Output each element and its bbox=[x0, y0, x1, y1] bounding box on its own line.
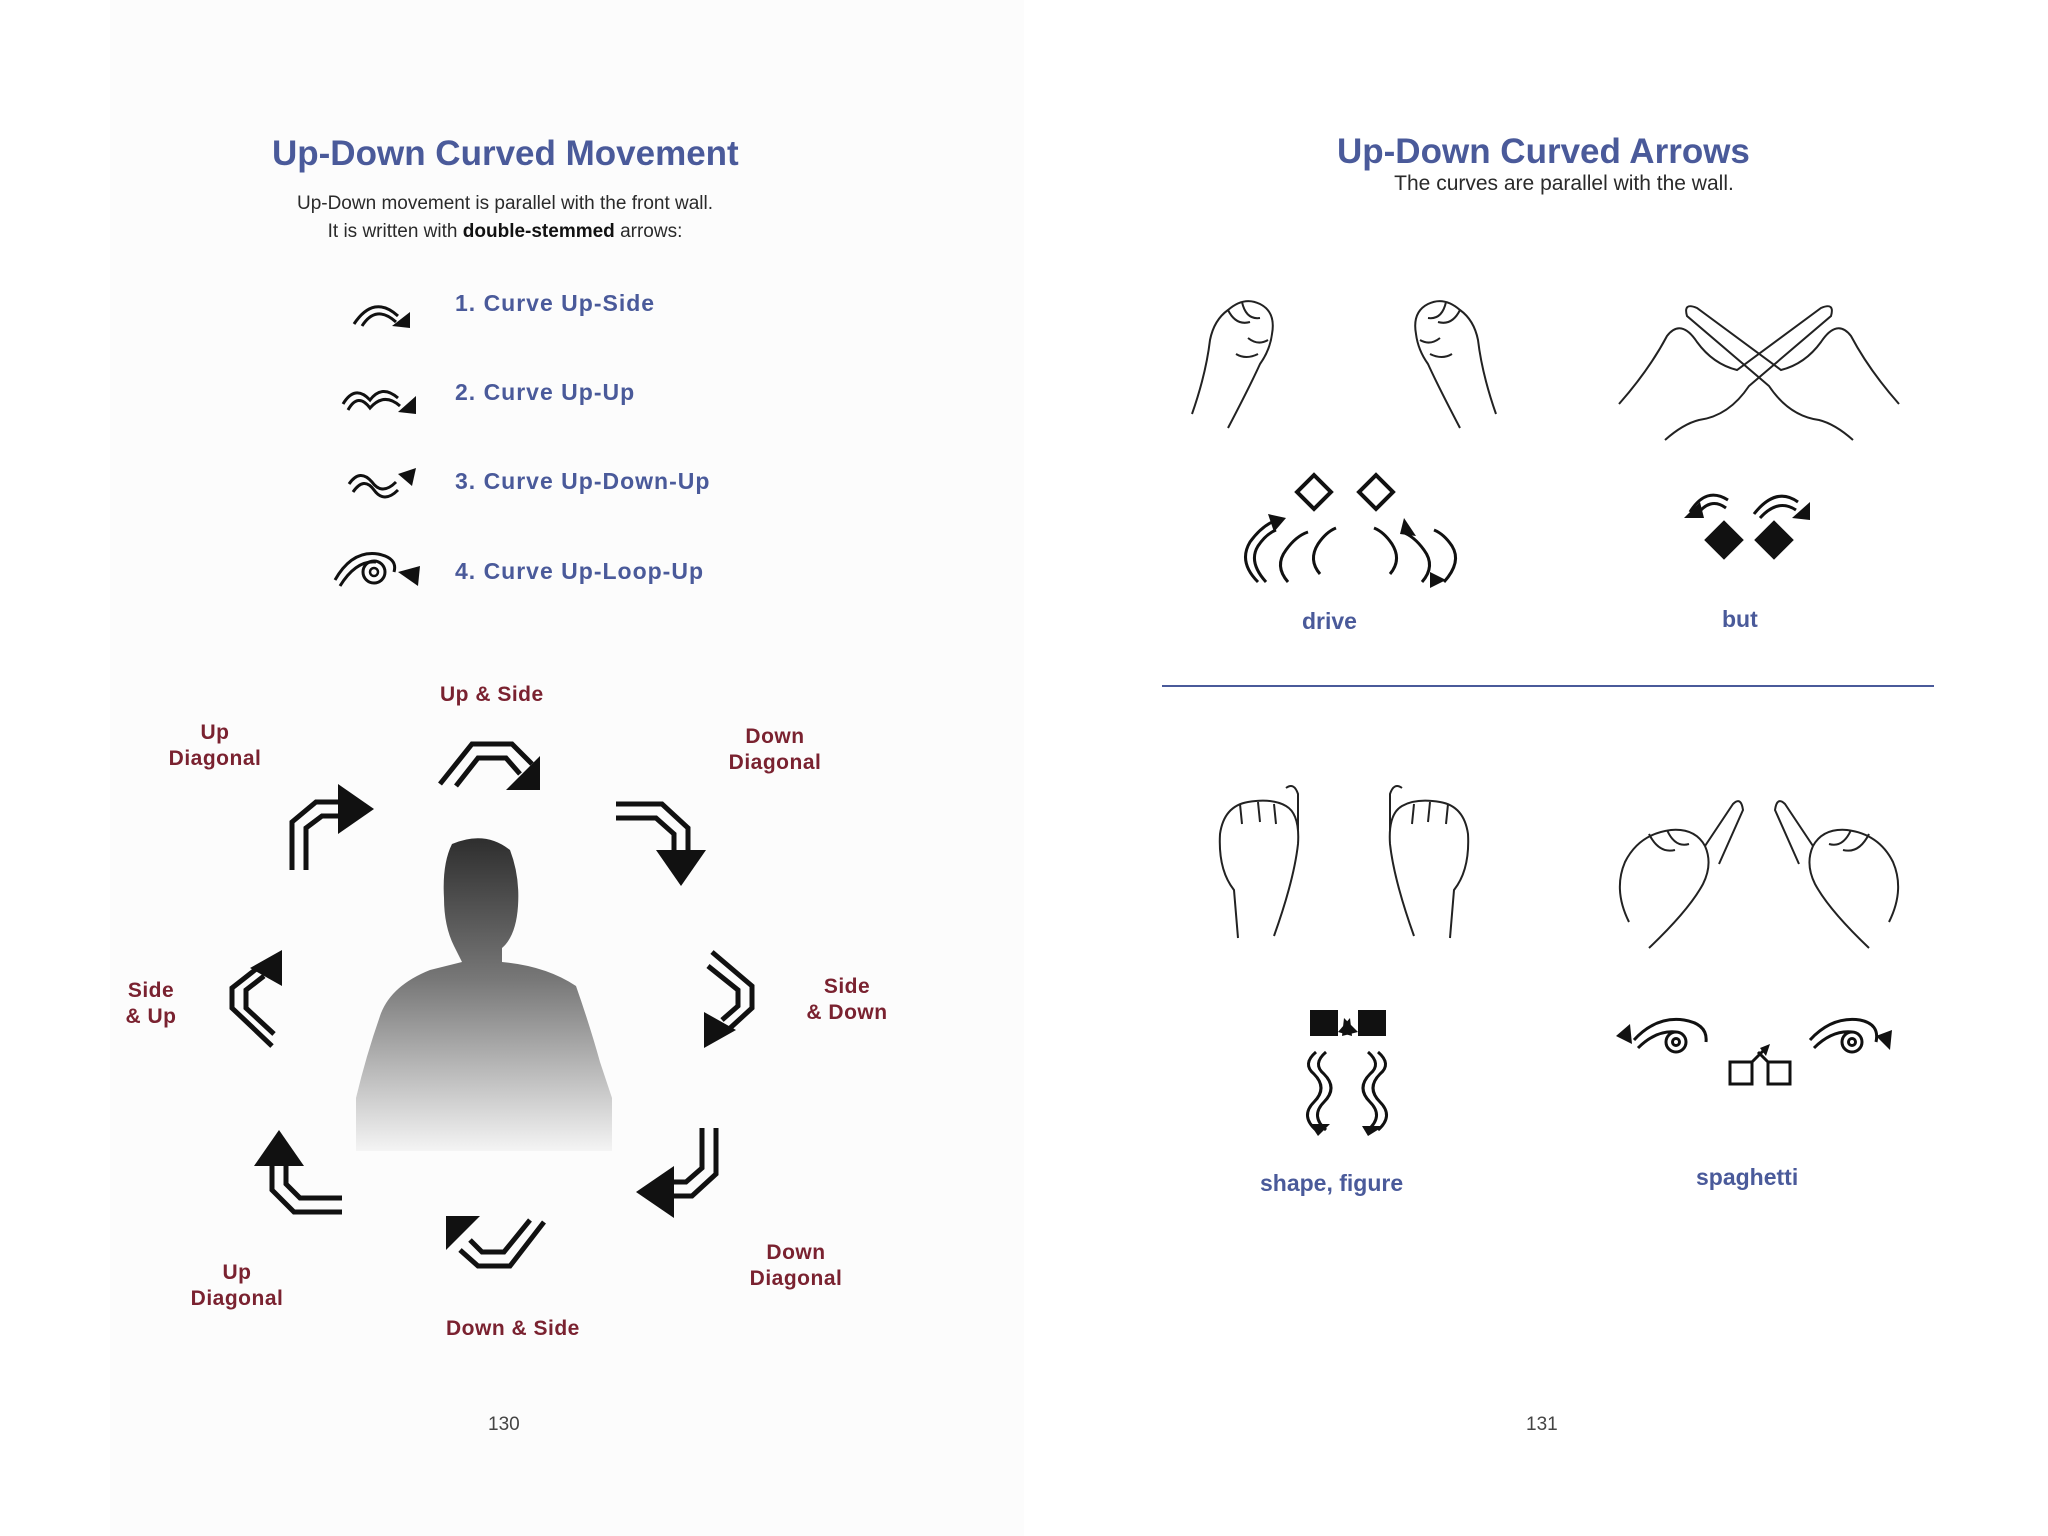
but-notation-icon bbox=[1682, 478, 1822, 568]
arrow-type-label: 2. Curve Up-Up bbox=[455, 379, 636, 405]
direction-label-down-diagonal: Down Diagonal bbox=[728, 725, 822, 774]
drive-notation-icon bbox=[1224, 470, 1484, 590]
example-word-spaghetti: spaghetti bbox=[1696, 1164, 1799, 1190]
section-divider bbox=[1162, 685, 1934, 687]
example-word-but: but bbox=[1722, 606, 1758, 632]
down-diagonal-arrow-icon bbox=[634, 1126, 726, 1220]
example-word-drive: drive bbox=[1302, 608, 1357, 634]
direction-label-up-diagonal: Up Diagonal bbox=[168, 721, 262, 770]
side-down-arrow-icon bbox=[700, 950, 760, 1050]
spaghetti-notation-icon bbox=[1614, 1010, 1894, 1100]
page-title: Up-Down Curved Movement bbox=[272, 134, 739, 173]
hands-drive-illustration bbox=[1184, 290, 1504, 440]
direction-label-down-diagonal: Down Diagonal bbox=[749, 1241, 843, 1290]
intro-text bbox=[240, 193, 770, 243]
down-side-arrow-icon bbox=[444, 1214, 548, 1272]
page-number: 130 bbox=[488, 1414, 520, 1435]
person-silhouette bbox=[350, 836, 620, 1151]
up-side-arrow-icon bbox=[436, 734, 546, 794]
page-title: Up-Down Curved Arrows bbox=[1337, 132, 1750, 171]
hands-spaghetti-illustration bbox=[1609, 790, 1909, 950]
direction-label-side-down: Side & Down bbox=[806, 975, 888, 1024]
curve-up-up-icon bbox=[340, 376, 425, 416]
down-diagonal-arrow-icon bbox=[614, 800, 710, 890]
up-diagonal-arrow-icon bbox=[252, 1126, 344, 1216]
arrow-type-label: 3. Curve Up-Down-Up bbox=[455, 468, 711, 494]
side-up-arrow-icon bbox=[226, 950, 286, 1050]
right-page bbox=[1024, 0, 2048, 1536]
hands-shape-illustration bbox=[1204, 780, 1484, 940]
curve-up-loop-up-icon bbox=[332, 544, 427, 590]
page-subtitle: The curves are parallel with the wall. bbox=[1394, 172, 1734, 195]
hands-but-illustration bbox=[1609, 300, 1909, 450]
direction-label-up-side: Up & Side bbox=[440, 683, 544, 706]
direction-label-up-diagonal: Up Diagonal bbox=[190, 1261, 284, 1310]
intro-line-1: Up-Down movement is parallel with the front wall. bbox=[296, 193, 714, 214]
curve-up-side-icon bbox=[350, 290, 420, 330]
page-number: 131 bbox=[1526, 1414, 1558, 1435]
direction-label-down-side: Down & Side bbox=[446, 1317, 580, 1340]
arrow-type-label: 4. Curve Up-Loop-Up bbox=[455, 558, 704, 584]
intro-line-2: It is written with double-stemmed arrows: bbox=[327, 221, 683, 242]
direction-label-side-up: Side & Up bbox=[125, 979, 177, 1028]
up-diagonal-arrow-icon bbox=[288, 782, 378, 874]
arrow-type-label: 1. Curve Up-Side bbox=[455, 290, 656, 316]
example-word-shape-figure: shape, figure bbox=[1260, 1170, 1404, 1196]
shape-figure-notation-icon bbox=[1280, 1006, 1410, 1136]
curve-up-down-up-icon bbox=[346, 462, 426, 502]
